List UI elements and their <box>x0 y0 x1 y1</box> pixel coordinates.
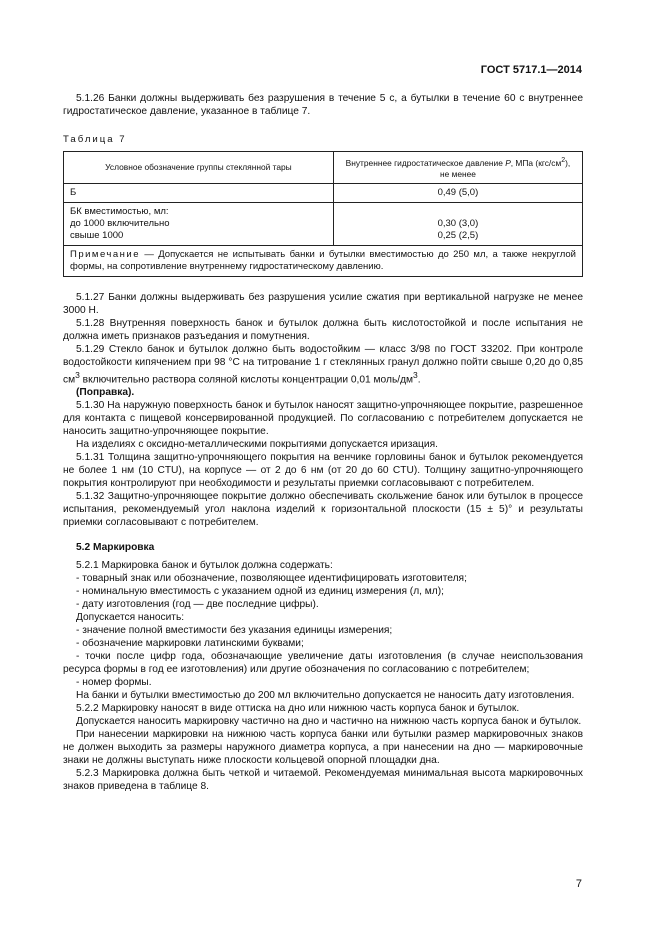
paragraph-5-2-1: 5.2.1 Маркировка банок и бутылок должна содержать: <box>76 560 333 572</box>
allowed-marking-list <box>63 624 583 689</box>
list-item: - значение полной вместимости без указания единицы измерения; <box>76 625 393 637</box>
paragraph-5-1-29: 5.1.29 Стекло банок и бутылок должно быть водостойким — класс 3/98 по ГОСТ 33202. При контроле водостойкости кипячением при 98 °С на титрование 1 г стеклянных гранул должно пойти свыше 0,20 до 0,85 $см^3$ включительно раствора соляной кислоты концентрации 0,01 моль/$дм^3$. <box>63 343 583 386</box>
table-cell-value: 0,30 (3,0) 0,25 (2,5) <box>333 202 582 245</box>
table-header-group: Условное обозначение группы стеклянной тары <box>64 152 334 184</box>
table-row <box>64 202 583 245</box>
amendment-note: (Поправка). <box>76 387 135 399</box>
list-item: - номер формы. <box>76 677 152 689</box>
paragraph-5-1-32: 5.1.32 Защитно-упрочняющее покрытие должно обеспечивать скольжение банок или бутылок в процессе испытания, рекомендуемый угол наклона изделий к горизонтальной плоскости (15 ± 5)° и результаты приемки согласовывают с потребителем. <box>63 491 583 529</box>
paragraph-5-1-28: 5.1.28 Внутренняя поверхность банок и бутылок должна быть кислотостойкой и после испытания не должна иметь признаков разъедания и помутнения. <box>63 317 583 342</box>
paragraph-partial-marking: Допускается наносить маркировку частично на дно и частично на нижнюю часть корпуса банок и бутылок. <box>76 716 582 728</box>
table-note-row <box>64 245 583 276</box>
document-header: ГОСТ 5717.1—2014 <box>480 64 582 76</box>
paragraph-5-1-26: 5.1.26 Банки должны выдерживать без разрушения в течение 5 с, а бутылки в течение 60 с внутреннее гидростатическое давление, указанное в таблице 7. <box>63 93 583 117</box>
paragraph-200ml: На банки и бутылки вместимостью до 200 мл включительно допускается не наносить дату изготовления. <box>76 690 575 702</box>
list-item: - товарный знак или обозначение, позволяющее идентифицировать изготовителя; <box>76 573 467 585</box>
paragraph-marking-size: При нанесении маркировки на нижнюю часть корпуса банки или бутылки размер маркировочных знаков не должен выходить за размеры наружного диаметра корпуса, а при нанесении на дно — маркировочные знаки не должны выступать ниже плоскости кольцевой опорной площадки дна. <box>63 729 583 767</box>
table-caption: Таблица 7 <box>63 134 127 145</box>
table-cell-value: 0,49 (5,0) <box>333 183 582 202</box>
table-7 <box>63 151 583 277</box>
marking-content-list <box>63 572 583 611</box>
table-cell-group: БК вместимостью, мл: до 1000 включительно свыше 1000 <box>64 202 334 245</box>
list-item: - дату изготовления (год — две последние цифры). <box>76 599 319 611</box>
table-header-row <box>64 152 583 184</box>
paragraph-allowed: Допускается наносить: <box>76 612 185 624</box>
table-cell-group: Б <box>64 183 334 202</box>
paragraph-5-1-31: 5.1.31 Толщина защитно-упрочняющего покрытия на венчике горловины банок и бутылок рекомендуется не более 1 нм (10 CTU), на корпусе — от 2 до 6 нм (от 20 до 60 CTU). Толщину защитно-упрочняющего покрытия контролируют при необходимости и результаты приемки согласовывают с потребителем. <box>63 452 583 490</box>
document-body <box>63 92 583 793</box>
table-header-pressure: Внутреннее гидростатическое давление P, МПа $(кгс/см^2)$, не менее <box>333 152 582 184</box>
paragraph-5-1-30: 5.1.30 На наружную поверхность банок и бутылок наносят защитно-упрочняющее покрытие, разрешенное для контакта с пищевой консервированной продукцией. По согласованию с потребителем допускается не наносить защитно-упрочняющее покрытие. <box>63 400 583 438</box>
section-heading-5-2: 5.2 Маркировка <box>76 542 155 554</box>
table-row <box>64 183 583 202</box>
paragraph-irization: На изделиях с оксидно-металлическими покрытиями допускается иризация. <box>76 439 438 451</box>
paragraph-5-2-3: 5.2.3 Маркировка должна быть четкой и читаемой. Рекомендуемая минимальная высота маркировочных знаков приведена в таблице 8. <box>63 768 583 793</box>
paragraph-5-1-27: 5.1.27 Банки должны выдерживать без разрушения усилие сжатия при вертикальной нагрузке не менее 3000 Н. <box>63 291 583 316</box>
list-item: - обозначение маркировки латинскими буквами; <box>76 638 304 650</box>
table-note: Примечание — Допускается не испытывать банки и бутылки вместимостью до 250 мл, а также некруглой формы, на сопротивление внутреннему гидростатическому давлению. <box>64 245 583 276</box>
paragraph-5-2-2: 5.2.2 Маркировку наносят в виде оттиска на дно или нижнюю часть корпуса банок и бутылок. <box>76 703 520 715</box>
list-item: - номинальную вместимость с указанием одной из единиц измерения (л, мл); <box>76 586 444 598</box>
page-number: 7 <box>575 878 582 890</box>
list-item: - точки после цифр года, обозначающие увеличение даты изготовления (в случае неиспользования ресурса формы в год ее изготовления) или другие обозначения по согласованию с потребителем; <box>63 651 583 676</box>
